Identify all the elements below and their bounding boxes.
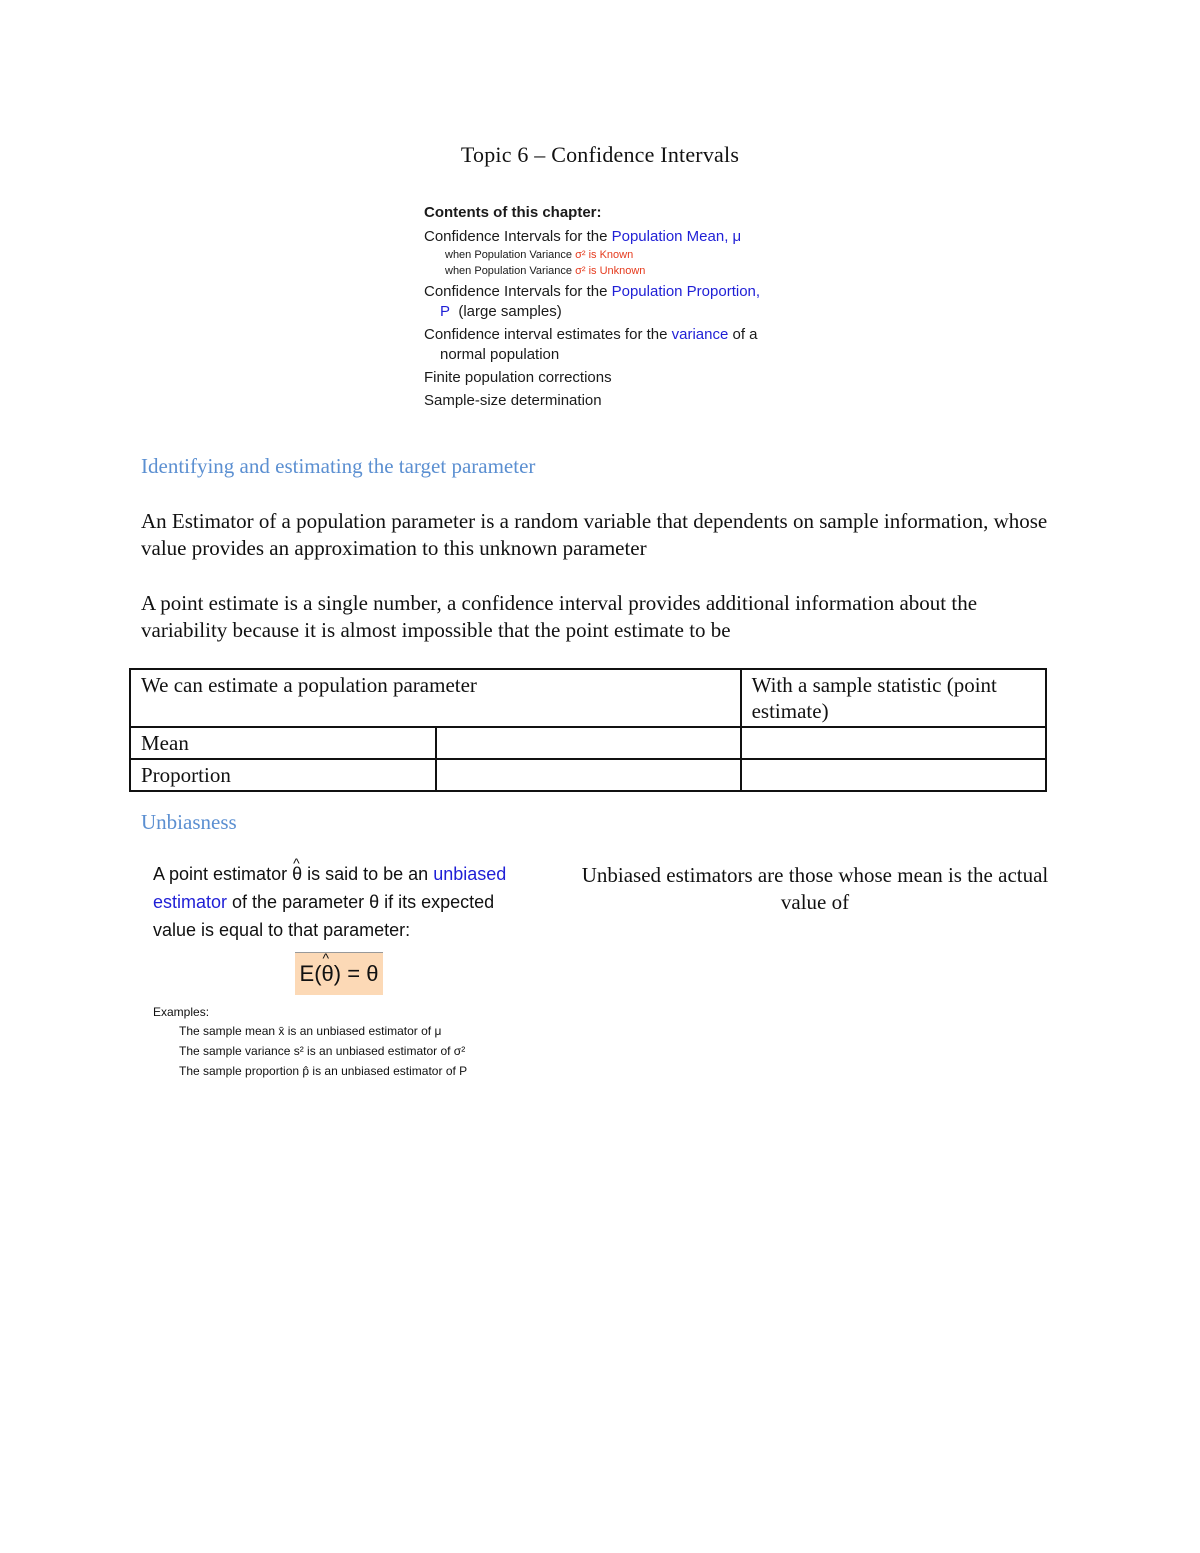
table-header-left: We can estimate a population parameter [130, 669, 741, 727]
contents-sub-unknown-highlight: σ² is Unknown [575, 265, 646, 277]
contents-sub-known [424, 247, 814, 263]
table-row [130, 759, 1046, 791]
unbiased-formula [295, 952, 383, 995]
section-heading-unbiasness: Unbiasness [141, 810, 237, 834]
page-title: Topic 6 – Confidence Intervals [460, 142, 740, 167]
contents-heading: Contents of this chapter: [424, 204, 602, 221]
contents-item-mean-highlight: Population Mean, μ [611, 228, 742, 245]
contents-item-variance-prefix: Confidence interval estimates for the [424, 326, 672, 343]
contents-item-proportion [424, 282, 814, 302]
section-heading-identifying: Identifying and estimating the target parameter [141, 454, 536, 478]
formula-theta-hat: ^ θ [322, 961, 334, 987]
contents-item-mean-prefix: Confidence Intervals for the [424, 228, 612, 245]
contents-item-mean [424, 227, 814, 247]
contents-item-proportion-p: P [440, 303, 451, 320]
contents-item-finite: Finite population corrections [424, 369, 612, 386]
contents-item-sample-size: Sample-size determination [424, 392, 602, 409]
definition-line-2 [153, 888, 573, 916]
estimation-table [129, 668, 1047, 792]
table-header-right: With a sample statistic (point estimate) [741, 669, 1046, 727]
definition-highlight: unbiased [433, 864, 507, 884]
table-cell-right [741, 727, 1046, 759]
unbiased-note: Unbiased estimators are those whose mean is the actual value of [581, 863, 1049, 914]
unbiased-definition [153, 860, 573, 944]
table-cell-mid [436, 759, 740, 791]
example-item: The sample mean x̄ is an unbiased estimator of μ [179, 1024, 442, 1038]
contents-item-variance-suffix: of a [728, 326, 758, 343]
paragraph-estimator: An Estimator of a population parameter is a random variable that dependents on sample information, whose value provides an approximation to this unknown parameter [141, 509, 1048, 560]
examples-block [153, 1003, 573, 1081]
table-cell-mid [436, 727, 740, 759]
definition-text: A point estimator [153, 864, 293, 884]
definition-line-1 [153, 860, 573, 888]
table-cell-label: Proportion [130, 759, 436, 791]
formula-suffix: ) = θ [333, 961, 379, 986]
table-cell-right [741, 759, 1046, 791]
table-row [130, 727, 1046, 759]
contents-box [424, 204, 814, 411]
formula-prefix: E( [299, 961, 322, 986]
contents-item-proportion-highlight: Population Proportion, [611, 283, 761, 300]
theta-hat-symbol: ^ θ [292, 860, 302, 888]
definition-text: if its expected [379, 892, 495, 912]
contents-sub-known-highlight: σ² is Known [575, 249, 634, 261]
contents-item-proportion-rest: (large samples) [458, 303, 562, 320]
contents-sub-known-prefix: when Population Variance [445, 249, 576, 261]
contents-item-variance [424, 325, 814, 345]
definition-highlight: estimator [153, 892, 228, 912]
definition-line-3: value is equal to that parameter: [153, 920, 411, 940]
definition-text: of the parameter [227, 892, 370, 912]
example-item: The sample proportion p̂ is an unbiased estimator of P [179, 1064, 468, 1078]
contents-item-variance-highlight: variance [671, 326, 729, 343]
example-item: The sample variance s² is an unbiased estimator of σ² [179, 1044, 466, 1058]
contents-sub-unknown [424, 263, 814, 279]
contents-item-proportion-prefix: Confidence Intervals for the [424, 283, 612, 300]
contents-item-variance-cont: normal population [440, 346, 560, 363]
contents-sub-unknown-prefix: when Population Variance [445, 265, 576, 277]
contents-item-proportion-cont [424, 302, 814, 322]
table-cell-label: Mean [130, 727, 436, 759]
examples-heading: Examples: [153, 1005, 210, 1019]
paragraph-point-estimate: A point estimate is a single number, a confidence interval provides additional information about the variability because it is almost impossible that the point estimate to be [141, 591, 978, 642]
definition-text: is said to be an [302, 864, 434, 884]
theta-symbol: θ [369, 892, 380, 912]
table-header-row [130, 669, 1046, 727]
